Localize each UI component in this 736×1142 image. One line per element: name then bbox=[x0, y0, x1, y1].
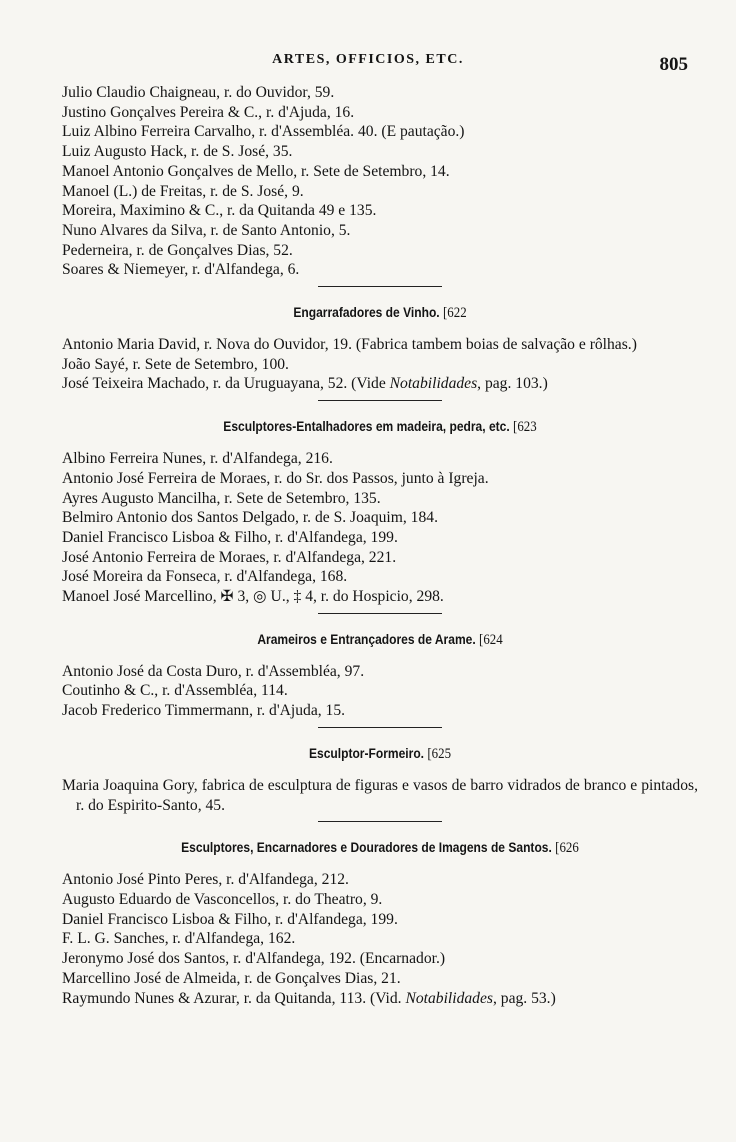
directory-entry: Luiz Augusto Hack, r. de S. José, 35. bbox=[62, 143, 293, 161]
section-title: Esculptores, Encarnadores e Douradores de Imagens de Santos. bbox=[181, 839, 552, 856]
entry-text: , pag. 53.) bbox=[492, 989, 556, 1007]
page-header bbox=[0, 52, 736, 76]
directory-entry: Justino Gonçalves Pereira & C., r. d'Ajuda, 16. bbox=[62, 103, 355, 121]
continued-entries bbox=[62, 83, 698, 280]
directory-entry: Marcellino José de Almeida, r. de Gonçalves Dias, 21. bbox=[62, 969, 401, 987]
directory-entry: Daniel Francisco Lisboa & Filho, r. d'Alfandega, 199. bbox=[62, 910, 398, 928]
directory-entry: Luiz Albino Ferreira Carvalho, r. d'Assembléa. 40. (E pautação.) bbox=[62, 123, 465, 141]
directory-entry: F. L. G. Sanches, r. d'Alfandega, 162. bbox=[62, 930, 296, 948]
entry-reference: Notabilidades bbox=[405, 989, 493, 1007]
directory-entry: Manoel (L.) de Freitas, r. de S. José, 9. bbox=[62, 182, 304, 200]
directory-entry: Albino Ferreira Nunes, r. d'Alfandega, 216. bbox=[62, 450, 333, 468]
directory-listing bbox=[62, 83, 698, 1008]
entry-reference: Notabilidades bbox=[389, 375, 478, 393]
directory-section bbox=[62, 613, 698, 721]
directory-entry: Pederneira, r. de Gonçalves Dias, 52. bbox=[62, 241, 293, 259]
section-title: Engarrafadores de Vinho. bbox=[293, 304, 440, 321]
section-number: [622 bbox=[442, 305, 467, 322]
directory-entry: Daniel Francisco Lisboa & Filho, r. d'Alfandega, 199. bbox=[62, 528, 398, 546]
section-title: Esculptor-Formeiro. bbox=[308, 744, 425, 761]
directory-entry: Coutinho & C., r. d'Assembléa, 114. bbox=[62, 682, 288, 700]
directory-entry: Julio Claudio Chaigneau, r. do Ouvidor, 59. bbox=[62, 84, 335, 101]
directory-entry: Antonio José da Costa Duro, r. d'Assembléa, 97. bbox=[62, 662, 365, 680]
section-heading bbox=[107, 304, 654, 322]
directory-entry: João Sayé, r. Sete de Setembro, 100. bbox=[62, 355, 289, 373]
section-divider bbox=[318, 727, 442, 728]
directory-section bbox=[62, 821, 698, 1008]
entry-text: José Teixeira Machado, r. da Uruguayana, 52. (Vide bbox=[62, 375, 390, 393]
directory-entry: Nuno Alvares da Silva, r. de Santo Antonio, 5. bbox=[62, 221, 351, 239]
directory-entry bbox=[62, 374, 698, 394]
directory-section bbox=[62, 400, 698, 607]
section-number: [624 bbox=[479, 631, 503, 648]
directory-entry: Ayres Augusto Mancilha, r. Sete de Setembro, 135. bbox=[62, 489, 381, 507]
directory-entry: Antonio José Ferreira de Moraes, r. do Sr. dos Passos, junto à Igreja. bbox=[62, 469, 489, 487]
section-title: Esculptores-Entalhadores em madeira, pedra, etc. bbox=[223, 418, 510, 435]
directory-section bbox=[62, 286, 698, 394]
directory-entry: Soares & Niemeyer, r. d'Alfandega, 6. bbox=[62, 261, 300, 279]
section-divider bbox=[318, 286, 442, 287]
section-title: Arameiros e Entrançadores de Arame. bbox=[257, 630, 476, 647]
section-number: [625 bbox=[427, 745, 452, 762]
section-divider bbox=[318, 821, 442, 822]
directory-entry: Augusto Eduardo de Vasconcellos, r. do Theatro, 9. bbox=[62, 890, 383, 908]
directory-entry: Moreira, Maximino & C., r. da Quitanda 49 e 135. bbox=[62, 202, 377, 220]
section-number: [626 bbox=[555, 840, 579, 857]
section-divider bbox=[318, 400, 442, 401]
section-number: [623 bbox=[513, 419, 537, 436]
entry-text: Raymundo Nunes & Azurar, r. da Quitanda, 113. (Vid. bbox=[62, 989, 406, 1007]
directory-entry: Maria Joaquina Gory, fabrica de esculptura de figuras e vasos de barro vidrados de branco e pintados, r. do Espirito-Santo, 45. bbox=[62, 776, 698, 814]
section-heading bbox=[107, 418, 654, 436]
directory-entry: Manoel José Marcellino, ✠ 3, ◎ U., ‡ 4, r. do Hospicio, 298. bbox=[62, 588, 444, 606]
directory-entry bbox=[62, 989, 698, 1009]
directory-section bbox=[62, 727, 698, 815]
directory-entry: Manoel Antonio Gonçalves de Mello, r. Sete de Setembro, 14. bbox=[62, 162, 450, 180]
running-head: ARTES, OFFICIOS, ETC. bbox=[272, 52, 464, 67]
directory-entry: Jacob Frederico Timmermann, r. d'Ajuda, 15. bbox=[62, 702, 346, 720]
directory-entry: Belmiro Antonio dos Santos Delgado, r. de S. Joaquim, 184. bbox=[62, 509, 438, 527]
section-heading bbox=[107, 745, 654, 763]
directory-entry: José Moreira da Fonseca, r. d'Alfandega, 168. bbox=[62, 568, 348, 586]
section-heading bbox=[107, 839, 654, 857]
directory-entry: Jeronymo José dos Santos, r. d'Alfandega, 192. (Encarnador.) bbox=[62, 950, 446, 968]
section-divider bbox=[318, 613, 442, 614]
directory-entry: Antonio José Pinto Peres, r. d'Alfandega, 212. bbox=[62, 871, 349, 889]
entry-text: , pag. 103.) bbox=[477, 375, 548, 393]
page-number: 805 bbox=[659, 54, 688, 75]
directory-entry: José Antonio Ferreira de Moraes, r. d'Alfandega, 221. bbox=[62, 548, 397, 566]
directory-entry: Antonio Maria David, r. Nova do Ouvidor, 19. (Fabrica tambem boias de salvação e rôlhas.) bbox=[62, 336, 637, 354]
section-heading bbox=[107, 631, 654, 649]
